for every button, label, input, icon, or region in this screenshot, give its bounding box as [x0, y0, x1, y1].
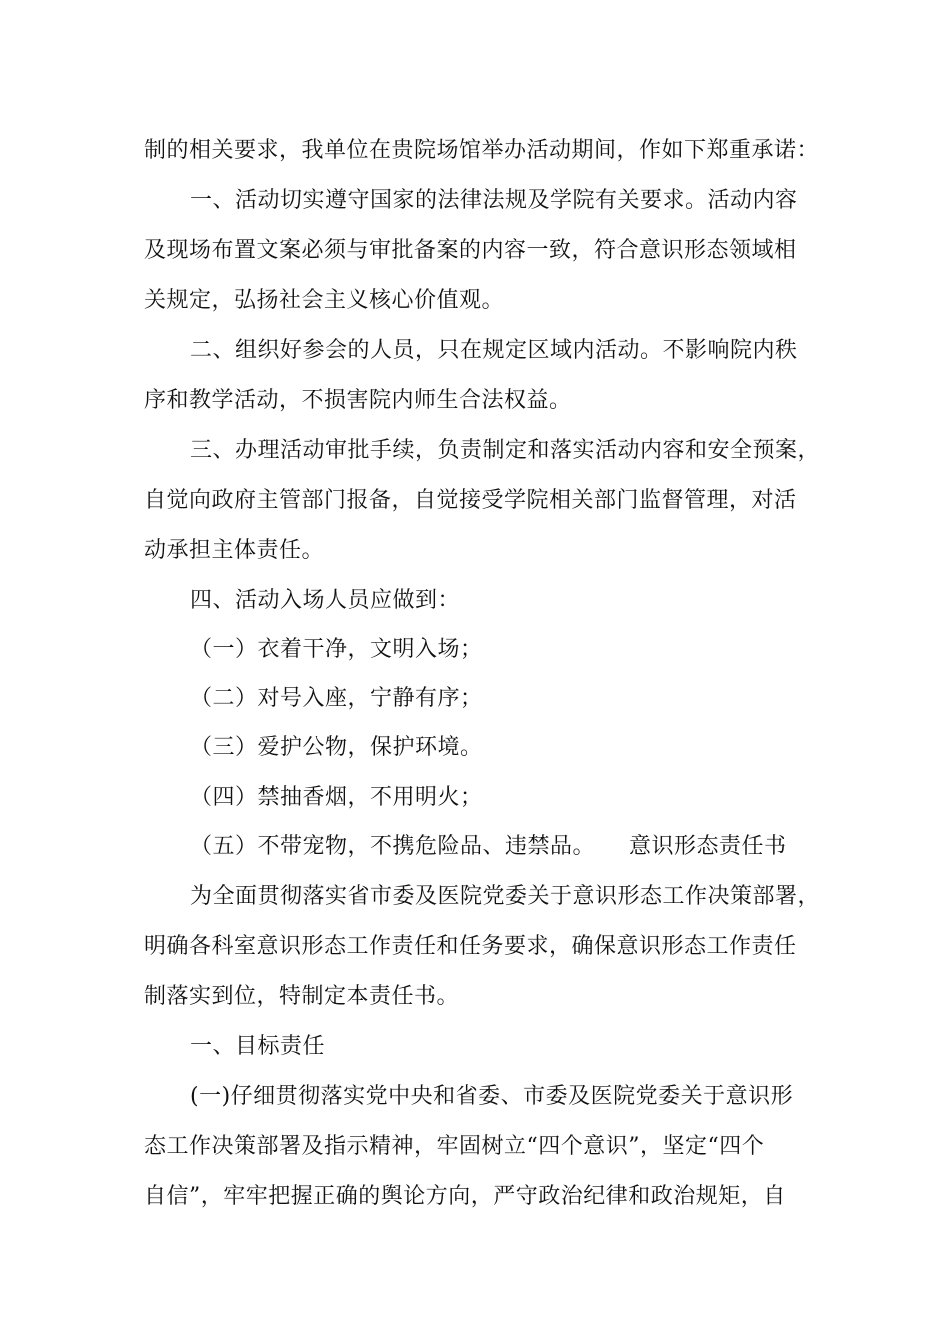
text-line-12: （二）对号入座，宁静有序； [190, 686, 483, 711]
text-line-17: 明确各科室意识形态工作责任和任务要求，确保意识形态工作责任 [144, 934, 797, 959]
text-line-10: 四、活动入场人员应做到： [190, 588, 461, 613]
text-line-15: （五）不带宠物，不携危险品、违禁品。 意识形态责任书 [190, 834, 787, 859]
text-line-14: （四）禁抽香烟，不用明火； [190, 785, 483, 810]
text-line-9: 动承担主体责任。 [144, 538, 325, 563]
text-line-11: （一）衣着干净，文明入场； [190, 637, 483, 662]
text-line-4: 关规定，弘扬社会主义核心价值观。 [144, 288, 505, 313]
text-line-19: 一、目标责任 [190, 1034, 326, 1059]
text-line-20: (一)仔细贯彻落实党中央和省委、市委及医院党委关于意识形 [190, 1084, 794, 1109]
text-line-5: 二、组织好参会的人员，只在规定区域内活动。不影响院内秩 [190, 338, 798, 363]
text-line-13: （三）爱护公物，保护环境。 [190, 735, 483, 760]
text-line-7: 三、办理活动审批手续，负责制定和落实活动内容和安全预案， [190, 438, 821, 463]
text-line-8: 自觉向政府主管部门报备，自觉接受学院相关部门监督管理，对活 [144, 488, 797, 513]
text-line-6: 序和教学活动，不损害院内师生合法权益。 [144, 388, 572, 413]
text-line-22: 自信”，牢牢把握正确的舆论方向，严守政治纪律和政治规矩，自 [144, 1184, 786, 1209]
text-line-21: 态工作决策部署及指示精神，牢固树立“四个意识”，坚定“四个 [144, 1134, 765, 1159]
text-line-1: 制的相关要求，我单位在贵院场馆举办活动期间，作如下郑重承诺： [144, 138, 820, 163]
text-line-18: 制落实到位，特制定本责任书。 [144, 984, 460, 1009]
text-line-16: 为全面贯彻落实省市委及医院党委关于意识形态工作决策部署， [190, 884, 821, 909]
text-line-3: 及现场布置文案必须与审批备案的内容一致，符合意识形态领域相 [144, 238, 797, 263]
text-line-2: 一、活动切实遵守国家的法律法规及学院有关要求。活动内容 [190, 188, 798, 213]
